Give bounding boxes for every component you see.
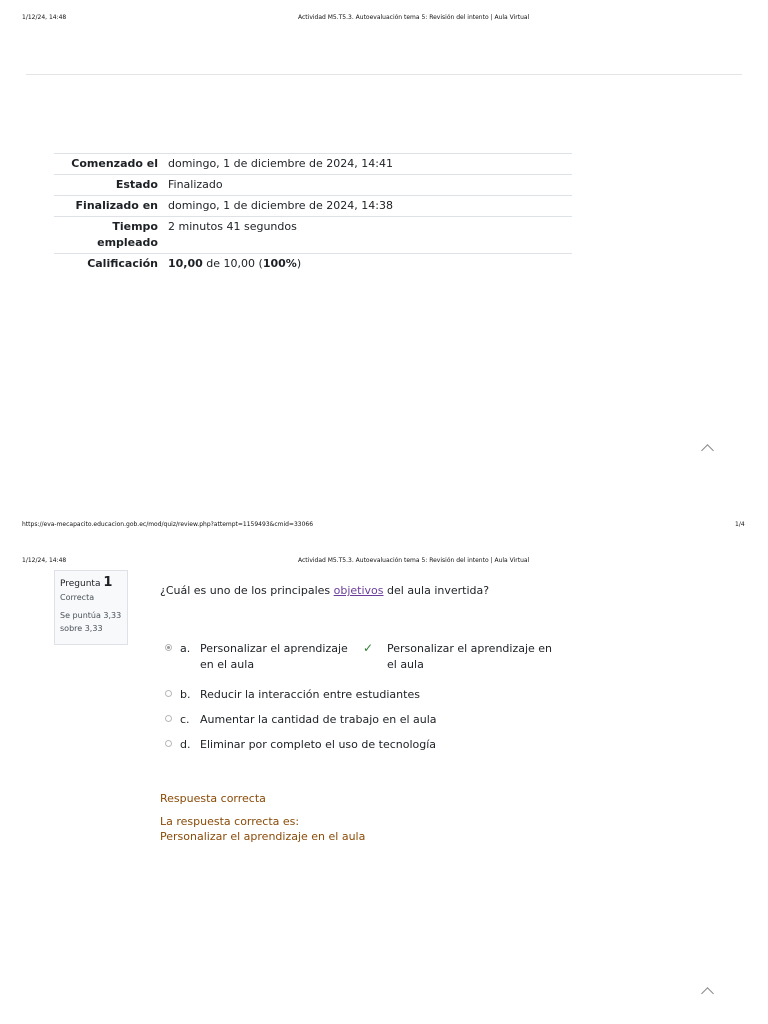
summary-label: Calificación bbox=[87, 257, 158, 270]
option-letter: d. bbox=[180, 738, 191, 751]
option-feedback: Personalizar el aprendizaje en el aula bbox=[387, 642, 553, 671]
grade-percent: 100% bbox=[262, 257, 297, 270]
check-icon: ✓ bbox=[363, 641, 374, 655]
summary-value: Finalizado bbox=[168, 178, 223, 191]
chevron-up-icon[interactable] bbox=[701, 987, 714, 1000]
summary-label: Finalizado en bbox=[75, 199, 158, 212]
summary-label: Tiempo empleado bbox=[97, 220, 158, 249]
option-letter: c. bbox=[180, 713, 190, 726]
correct-answer-text: Personalizar el aprendizaje en el aula bbox=[160, 830, 366, 843]
question-state: Correcta bbox=[60, 593, 95, 602]
option-text: Eliminar por completo el uso de tecnología bbox=[200, 738, 437, 751]
question-grade-line1: Se puntúa 3,33 bbox=[60, 611, 122, 620]
grade-close: ) bbox=[296, 257, 302, 270]
option-text: Reducir la interacción entre estudiantes bbox=[200, 688, 420, 701]
grade-value: 10,00 bbox=[168, 257, 203, 270]
attempt-summary-table bbox=[54, 153, 572, 274]
radio-button[interactable] bbox=[165, 740, 172, 747]
chevron-up-icon[interactable] bbox=[701, 444, 714, 457]
summary-value: 2 minutos 41 segundos bbox=[168, 220, 297, 233]
summary-label: Comenzado el bbox=[71, 157, 158, 170]
option-letter: b. bbox=[180, 688, 191, 701]
summary-value bbox=[164, 254, 572, 275]
print-footer-url: https://eva-mecapacito.educacion.gob.ec/mod/quiz/review.php?attempt=1159493&cmid=33066 bbox=[22, 521, 314, 528]
correct-answer-intro: La respuesta correcta es: bbox=[160, 815, 300, 828]
summary-value: domingo, 1 de diciembre de 2024, 14:41 bbox=[168, 157, 393, 170]
question-info-box bbox=[54, 570, 128, 645]
summary-row-started bbox=[54, 154, 572, 175]
summary-label: Estado bbox=[115, 178, 158, 191]
radio-button[interactable] bbox=[165, 690, 172, 697]
question-number bbox=[60, 575, 127, 590]
print-header-date: 1/12/24, 14:48 bbox=[22, 14, 67, 21]
question-label: Pregunta bbox=[60, 579, 101, 589]
summary-row-state bbox=[54, 175, 572, 196]
question-text-end: del aula invertida? bbox=[383, 584, 490, 597]
summary-row-grade bbox=[54, 254, 572, 275]
question-text bbox=[160, 584, 489, 597]
glossary-link[interactable]: objetivos bbox=[333, 584, 384, 597]
print-header-title: Actividad M5.T5.3. Autoevaluación tema 5: Revisión del intento | Aula Virtual bbox=[298, 14, 530, 21]
option-text: Personalizar el aprendizaje en el aula bbox=[200, 642, 348, 671]
print-footer-page: 1/4 bbox=[735, 521, 745, 528]
question-text-start: ¿Cuál es uno de los principales bbox=[160, 584, 334, 597]
summary-row-finished bbox=[54, 196, 572, 217]
question-number-value: 1 bbox=[103, 575, 113, 590]
option-letter: a. bbox=[180, 642, 191, 655]
divider bbox=[26, 74, 742, 75]
radio-button[interactable] bbox=[165, 644, 172, 651]
print-header-title: Actividad M5.T5.3. Autoevaluación tema 5: Revisión del intento | Aula Virtual bbox=[298, 557, 530, 564]
summary-value: domingo, 1 de diciembre de 2024, 14:38 bbox=[168, 199, 393, 212]
print-header-date: 1/12/24, 14:48 bbox=[22, 557, 67, 564]
summary-row-time bbox=[54, 217, 572, 254]
radio-button[interactable] bbox=[165, 715, 172, 722]
question-grade-line2: sobre 3,33 bbox=[60, 624, 103, 633]
option-text: Aumentar la cantidad de trabajo en el aula bbox=[200, 713, 437, 726]
feedback-result: Respuesta correcta bbox=[160, 792, 266, 805]
grade-total: de 10,00 ( bbox=[202, 257, 263, 270]
